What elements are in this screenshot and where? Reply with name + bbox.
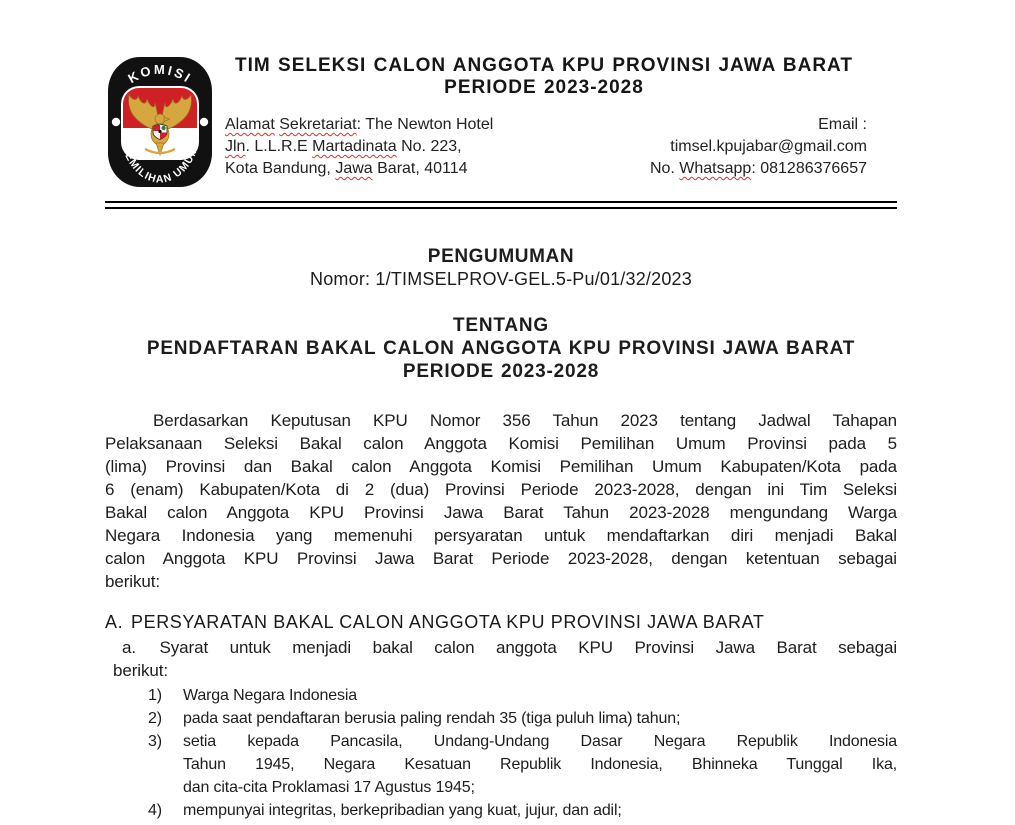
paragraph-line: calon Anggota KPU Provinsi Jawa Barat Periode 2023-2028, dengan ketentuan sebagai	[105, 549, 897, 568]
requirement-list	[105, 684, 897, 822]
announcement-number: Nomor: 1/TIMSELPROV-GEL.5-Pu/01/32/2023	[310, 269, 692, 289]
email-address: timsel.kpujabar@gmail.com	[670, 138, 867, 155]
letterhead-divider	[105, 201, 897, 209]
address-word: Kota Bandung,	[225, 160, 336, 177]
paragraph-line: berikut:	[105, 572, 160, 591]
kpu-logo	[105, 55, 215, 189]
letterhead-title-line1: TIM SELEKSI CALON ANGGOTA KPU PROVINSI JAWA BARAT	[235, 55, 853, 76]
list-item-number: 1)	[148, 687, 162, 704]
list-item-number: 3)	[148, 733, 162, 750]
sub-item-a-marker: a.	[122, 638, 136, 657]
section-a-marker: A.	[105, 612, 124, 632]
sub-item-a-text: Syarat untuk menjadi bakal calon anggota KPU Provinsi Jawa Barat sebagai	[159, 638, 897, 657]
contact-block	[650, 114, 867, 180]
address-line3	[225, 158, 493, 180]
address-word: Alamat	[225, 116, 275, 133]
opening-paragraph	[105, 409, 897, 593]
sub-item-a-line2: berikut:	[113, 661, 168, 680]
kpu-logo-icon	[105, 55, 215, 189]
list-item-number: 2)	[148, 710, 162, 727]
address-word: . L.L.R.E	[245, 138, 313, 155]
address-word: : The Newton Hotel	[356, 116, 494, 133]
paragraph-line: Berdasarkan Keputusan KPU Nomor 356 Tahun 2023 tentang Jadwal Tahapan	[153, 411, 897, 430]
list-item	[105, 684, 897, 707]
whatsapp-line	[650, 158, 867, 180]
address-word: Barat, 40114	[372, 160, 468, 177]
subject-line2: PENDAFTARAN BAKAL CALON ANGGOTA KPU PROVINSI JAWA BARAT	[146, 338, 856, 359]
list-item	[105, 730, 897, 799]
address-word: Jawa	[335, 160, 373, 177]
whatsapp-word: Whatsapp	[679, 160, 752, 177]
address-line1	[225, 114, 493, 136]
list-item-number: 4)	[148, 802, 162, 819]
address-line2	[225, 136, 493, 158]
paragraph-line: 6 (enam) Kabupaten/Kota di 2 (dua) Provinsi Periode 2023-2028, dengan ini Tim Seleksi	[105, 480, 897, 499]
paragraph-line: Bakal calon Anggota KPU Provinsi Jawa Barat Tahun 2023-2028 mengundang Warga	[105, 503, 897, 522]
svg-text:PEMILIHAN UMUM: PEMILIHAN UMUM	[119, 144, 201, 186]
section-a-heading-text: PERSYARATAN BAKAL CALON ANGGOTA KPU PROVINSI JAWA BARAT	[131, 612, 765, 632]
whatsapp-number: : 081286376657	[751, 160, 867, 177]
announcement-heading	[105, 246, 897, 290]
section-a-heading	[105, 610, 897, 634]
list-item-line: setia kepada Pancasila, Undang-Undang Dasar Negara Republik Indonesia	[183, 733, 897, 750]
announcement-title: PENGUMUMAN	[427, 246, 575, 267]
sub-item-a-line1	[105, 636, 897, 659]
letterhead-contacts	[225, 114, 897, 180]
list-item-line: mempunyai integritas, berkepribadian yang kuat, jujur, dan adil;	[183, 802, 622, 819]
list-item-line: Tahun 1945, Negara Kesatuan Republik Indonesia, Bhinneka Tunggal Ika,	[183, 756, 897, 773]
paragraph-line: Negara Indonesia yang memenuhi persyaratan untuk mendaftarkan diri menjadi Bakal	[105, 526, 897, 545]
paragraph-line: Pelaksanaan Seleksi Bakal calon Anggota Komisi Pemilihan Umum Provinsi pada 5	[105, 434, 897, 453]
letterhead-title	[225, 55, 897, 99]
paragraph-line: (lima) Provinsi dan Bakal calon Anggota Komisi Pemilihan Umum Kabupaten/Kota pada	[105, 457, 897, 476]
subject-block	[105, 314, 897, 383]
subject-line3: PERIODE 2023-2028	[402, 361, 600, 382]
sub-item-a	[105, 636, 897, 682]
address-word: No. 223,	[396, 138, 462, 155]
letterhead	[105, 55, 897, 189]
email-label: Email :	[818, 116, 867, 133]
address-word: Martadinata	[312, 138, 397, 155]
svg-text:KOMISI: KOMISI	[125, 61, 195, 87]
address-word: Sekretariat	[279, 116, 357, 133]
list-item	[105, 799, 897, 822]
letterhead-right	[225, 55, 897, 189]
list-item	[105, 707, 897, 730]
address-block	[225, 114, 493, 180]
list-item-line: Warga Negara Indonesia	[183, 687, 357, 704]
list-item-line: pada saat pendaftaran berusia paling rendah 35 (tiga puluh lima) tahun;	[183, 710, 681, 727]
letterhead-title-line2: PERIODE 2023-2028	[444, 77, 644, 98]
subject-line1: TENTANG	[452, 315, 550, 336]
whatsapp-prefix: No.	[649, 160, 680, 177]
document-content	[105, 0, 897, 825]
list-item-line: dan cita-cita Proklamasi 17 Agustus 1945;	[183, 779, 475, 796]
address-word: Jln	[225, 138, 246, 155]
